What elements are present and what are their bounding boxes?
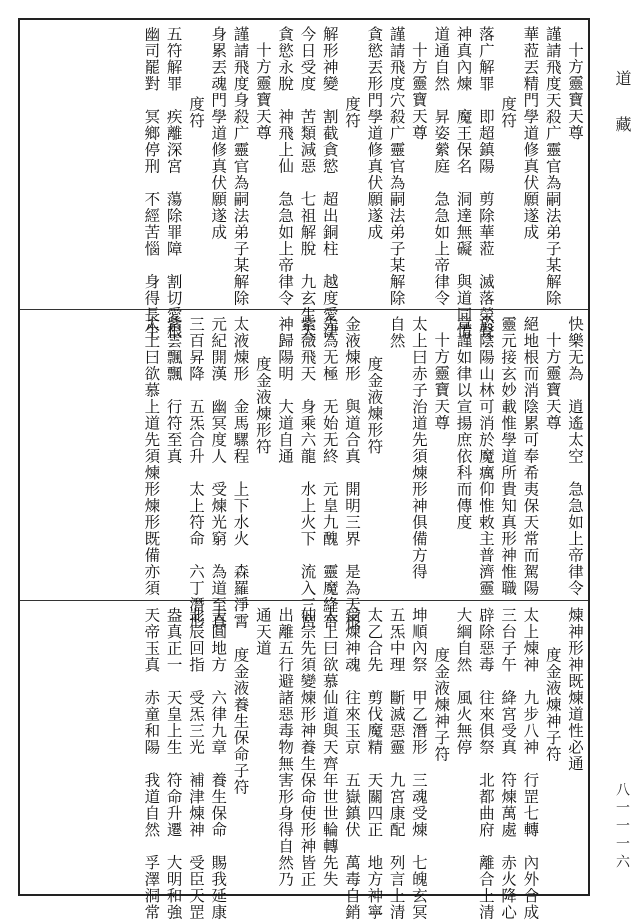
text-column: 身累丟魂門學道修真伏願遂成 (209, 26, 228, 241)
text-column: 太乙合先 剪伐魔精 天關四正 地方神寧 (365, 607, 384, 921)
text-column: 元紀開漢 幽冥度人 受煉光窮 為道至真 (209, 316, 228, 630)
text-column: 解形神變 割截貪慾 超出銅柱 越度愛津 (320, 26, 339, 340)
text-column: 太上煉神 九步八神 行罡七轉 內外合成 (521, 607, 540, 921)
text-column: 紫雲飄飄 行符至真 (164, 316, 183, 465)
text-column: 仙宗先須變煉形神養生保命使形神皆正 (298, 607, 317, 888)
margin-page-number: 八一一一六 (614, 782, 630, 872)
text-column: 神歸陽明 大道自通 (276, 316, 295, 465)
text-column: 十方靈寶天尊 (409, 42, 428, 141)
text-column: 五炁中理 斷滅惡靈 九宮康配 列言上清 (387, 607, 406, 921)
text-column: 今日受度 苦類減惡 七祖解脫 九玄生天 (298, 26, 317, 340)
text-column: 煉神形神既煉道性必通 (566, 607, 584, 772)
text-column: 度符 (343, 96, 362, 129)
text-column: 三百昇降 五炁合升 太上符命 六丁潛形 (186, 316, 205, 630)
text-column: 度金液煉神子符 (432, 647, 451, 763)
text-column: 貪慾永脫 神飛上仙 急急如上帝律令 (276, 26, 295, 307)
text-column: 十方靈寶天尊 (566, 42, 584, 141)
text-column: 十方靈寶天尊 (543, 332, 562, 431)
text-column: 天圓地方 六律九章 養生保命 賜我延康 (209, 607, 228, 921)
text-column: 度符 (499, 96, 518, 129)
text-column: 十方靈寶天尊 (253, 42, 272, 141)
text-column: 度金液煉神子符 (543, 647, 562, 763)
text-column: 坤順內祭 甲乙潛形 三魂受煉 七魄玄冥 (409, 607, 428, 921)
text-column: 於陰陽山林可消於魔癘仰惟敕主普濟靈 (476, 316, 495, 597)
margin-title: 道藏 (613, 70, 632, 162)
text-column: 自然 (387, 316, 406, 349)
text-column: 太液煉形 金馬騾程 上下水火 森羅淨霄 (231, 316, 250, 630)
text-column: 大綱自然 風火無停 (454, 607, 473, 756)
text-column: 快樂无為 逍遙太空 急急如上帝律令 (566, 316, 584, 597)
text-column: 盎真正一 天皇上生 符命升遷 大明和強 (164, 607, 183, 921)
text-column: 太上曰欲慕仙道與天齊年世世輪轉先失 (320, 607, 339, 888)
text-column: 紫薇飛天 身乘六龍 水上火下 流入三宮 (298, 316, 317, 630)
text-column: 度金液煉形符 (365, 356, 384, 455)
text-column: 北辰回指 受炁三光 補津煉神 受臣天罡 (186, 607, 205, 921)
text-column: 章謹如律以宣揚庶依科而傳度 (454, 316, 473, 531)
text-column: 太上曰欲慕上道先須煉形煉形既備亦須 (142, 316, 161, 597)
scripture-page (18, 18, 590, 921)
text-column: 謹請飛度天殺广靈官為嗣法弟子某解除 (543, 26, 562, 307)
text-column: 金液煉形 與道合真 開明三界 是為天根 (343, 316, 362, 630)
text-column: 太上曰赤子治道先須煉形神俱備方得 (409, 316, 428, 580)
panel-top (20, 20, 588, 340)
text-column: 五符解罪 疾離深宮 蕩除罪障 割切愛根 (164, 26, 183, 340)
text-column: 受煉神魂 往來玉京 五嶽鎮伏 萬毒自銷 (343, 607, 362, 921)
text-column: 辟除惡毒 往來俱祭 北都曲府 離合上清 (476, 607, 495, 921)
text-column: 度符 (186, 96, 205, 129)
text-column: 度金液煉形符 (253, 356, 272, 455)
panel-middle (20, 310, 588, 630)
text-column: 落广解罪 即超鎮陽 剪除華蒞 滅落榮聲 (476, 26, 495, 340)
text-column: 謹請飛度身殺广靈官為嗣法弟子某解除 (231, 26, 250, 307)
text-column: 十方靈寶天尊 (432, 332, 451, 431)
text-column: 華蒞丟精門學道修真伏願遂成 (521, 26, 540, 241)
text-column: 幽司罷對 冥鄉停刑 不經苦惱 身得長生 (142, 26, 161, 340)
text-column: 三台子午 絳宮受真 符煉萬處 赤火降心 (499, 607, 518, 921)
text-column: 天帝玉真 赤童和陽 我道自然 孚澤洞常 (142, 607, 161, 921)
text-column: 貪慾丟形門學道修真伏願遂成 (365, 26, 384, 241)
panel-bottom (20, 601, 588, 921)
text-column: 絕地根而消陰累可奉希夷保天常而駕陽 (521, 316, 540, 597)
text-column: 出離五行避諸惡毒物無害形身得自然乃 (276, 607, 295, 888)
text-column: 靈元接玄妙載惟學道所貴知真形神惟職 (499, 316, 518, 597)
text-column: 先為无極 无始无終 元皇九醜 靈魔絳宮 (320, 316, 339, 630)
text-column: 通天道 (253, 607, 272, 657)
text-column: 神真內煉 魔王保名 洞達無礙 與道同情 (454, 26, 473, 340)
text-column: 謹請飛度穴殺广靈官為嗣法弟子某解除 (387, 26, 406, 307)
text-column: 道通自然 昇姿縈庭 急急如上帝律令 (432, 26, 451, 307)
text-column: 度金液養生保命子符 (231, 647, 250, 796)
